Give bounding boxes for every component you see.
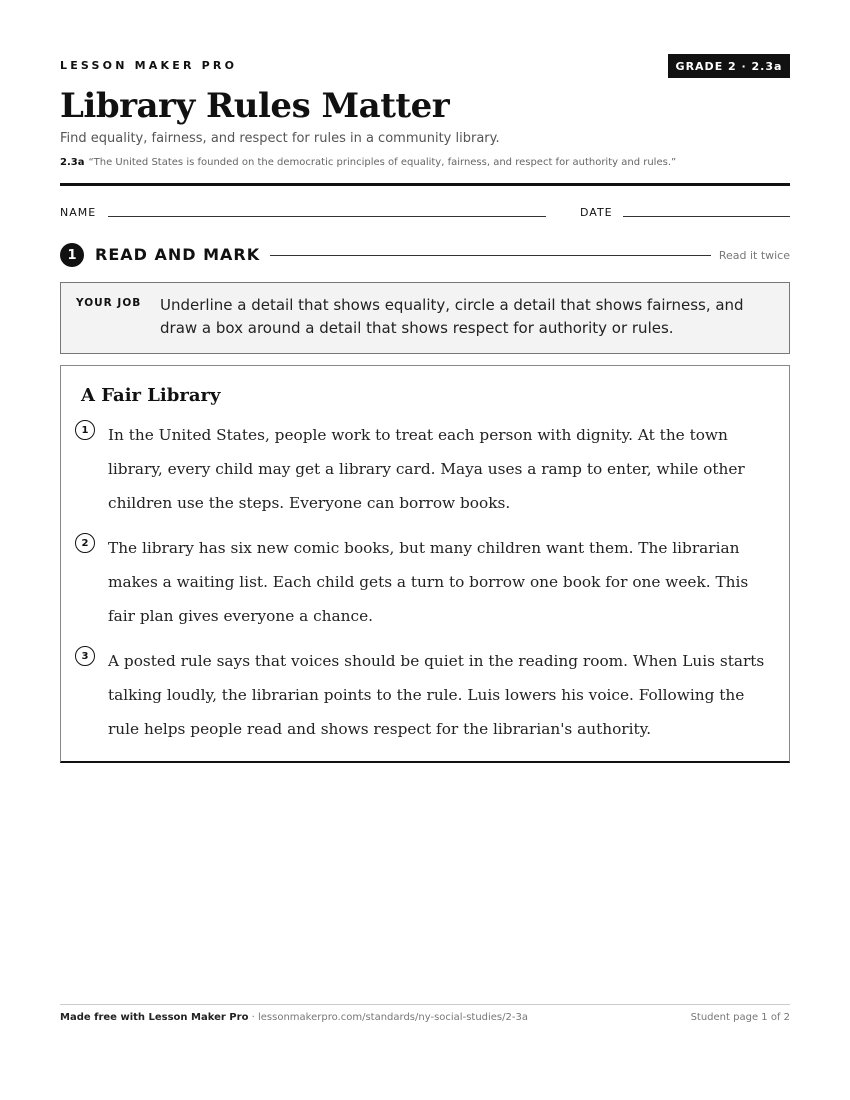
standard-text: “The United States is founded on the democratic principles of equality, fairness, and respect for authority and rules.”	[88, 157, 677, 168]
job-label: YOUR JOB	[76, 297, 142, 309]
footer-url[interactable]: lessonmakerpro.com/standards/ny-social-studies/2-3a	[257, 1012, 528, 1023]
footer-made-with: Made free with Lesson Maker Pro	[60, 1012, 249, 1023]
footer-separator: ·	[248, 1012, 258, 1023]
standard-code: 2.3a	[60, 157, 85, 168]
passage-box	[60, 365, 790, 763]
name-field-line[interactable]	[108, 216, 546, 217]
header-divider	[60, 183, 790, 186]
footer-credit	[60, 1012, 528, 1023]
footer-page-number: Student page 1 of 2	[690, 1012, 790, 1023]
passage-title: A Fair Library	[81, 385, 221, 406]
grade-badge: GRADE 2 · 2.3a	[668, 54, 790, 78]
page-title: Library Rules Matter	[60, 86, 450, 126]
brand-name: LESSON MAKER PRO	[60, 59, 238, 72]
section-hint: Read it twice	[718, 249, 790, 262]
paragraph-number-icon: 2	[75, 533, 95, 553]
job-box	[60, 282, 790, 354]
paragraph-text: The library has six new comic books, but many children want them. The librarian makes a waiting list. Each child gets a turn to borrow one book for one week. This fair plan gives everyone a chance.	[108, 539, 749, 625]
name-label: NAME	[60, 206, 97, 219]
standard-line	[60, 157, 676, 168]
paragraph-text: In the United States, people work to treat each person with dignity. At the town library, every child may get a library card. Maya uses a ramp to enter, while other children use the steps. Everyone can borrow books.	[108, 426, 745, 512]
section-divider	[270, 255, 711, 256]
page-subtitle: Find equality, fairness, and respect for rules in a community library.	[60, 131, 500, 146]
date-field-line[interactable]	[623, 216, 790, 217]
footer-divider	[60, 1004, 790, 1005]
paragraph-text: A posted rule says that voices should be quiet in the reading room. When Luis starts talking loudly, the librarian points to the rule. Luis lowers his voice. Following the rule helps people read and shows respect for the librarian's authority.	[108, 652, 765, 738]
paragraph-number-icon: 3	[75, 646, 95, 666]
job-instructions: Underline a detail that shows equality, circle a detail that shows fairness, and draw a box around a detail that shows respect for authority or rules.	[160, 296, 744, 337]
section-number-badge: 1	[60, 243, 84, 267]
section-title: READ AND MARK	[95, 245, 261, 264]
paragraph-number-icon: 1	[75, 420, 95, 440]
date-label: DATE	[580, 206, 613, 219]
